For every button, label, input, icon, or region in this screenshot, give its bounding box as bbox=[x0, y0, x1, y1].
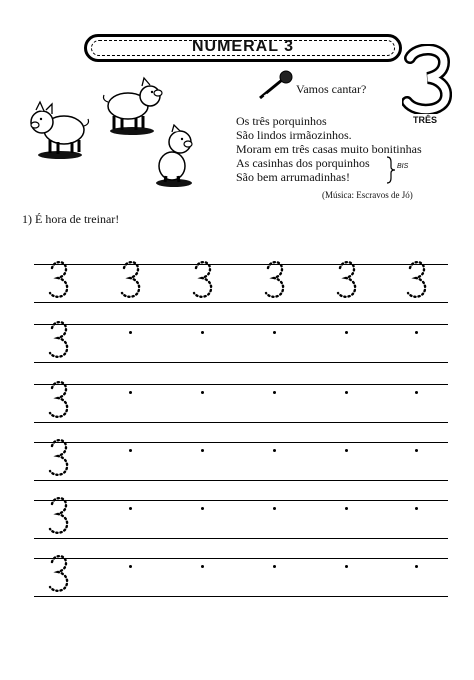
start-dot bbox=[129, 391, 132, 394]
start-dot bbox=[129, 565, 132, 568]
numeral-word: TRÊS bbox=[413, 115, 438, 125]
start-dot bbox=[415, 565, 418, 568]
start-dot bbox=[273, 507, 276, 510]
start-dot bbox=[345, 331, 348, 334]
start-dot bbox=[201, 391, 204, 394]
guide-line-top bbox=[34, 500, 448, 501]
start-dot bbox=[129, 331, 132, 334]
practice-row bbox=[34, 436, 448, 482]
dotted-three-glyph bbox=[120, 258, 142, 300]
song-credit: (Música: Escravos de Jó) bbox=[322, 190, 413, 200]
microphone-icon bbox=[256, 70, 296, 100]
guide-line-top bbox=[34, 558, 448, 559]
dotted-three-glyph bbox=[48, 378, 70, 420]
start-dot bbox=[415, 391, 418, 394]
pig-icon bbox=[150, 124, 200, 188]
start-dot bbox=[201, 507, 204, 510]
start-dot bbox=[273, 449, 276, 452]
dotted-three-glyph bbox=[264, 258, 286, 300]
guide-line-top bbox=[34, 384, 448, 385]
song-intro: Vamos cantar? bbox=[296, 82, 367, 96]
start-dot bbox=[345, 507, 348, 510]
dotted-three-glyph bbox=[336, 258, 358, 300]
practice-row bbox=[34, 318, 448, 364]
start-dot bbox=[201, 565, 204, 568]
dotted-three-glyph bbox=[406, 258, 428, 300]
title-banner bbox=[84, 34, 402, 62]
guide-line-top bbox=[34, 324, 448, 325]
dotted-three-glyph bbox=[48, 552, 70, 594]
start-dot bbox=[273, 331, 276, 334]
start-dot bbox=[415, 507, 418, 510]
practice-row bbox=[34, 378, 448, 424]
start-dot bbox=[273, 391, 276, 394]
start-dot bbox=[129, 507, 132, 510]
pig-icon bbox=[26, 98, 92, 160]
guide-line-base bbox=[34, 596, 448, 597]
brace-icon bbox=[385, 156, 397, 184]
guide-line-base bbox=[34, 362, 448, 363]
guide-line-base bbox=[34, 480, 448, 481]
start-dot bbox=[201, 449, 204, 452]
song-line: Os três porquinhos bbox=[236, 114, 327, 128]
start-dot bbox=[129, 449, 132, 452]
dotted-three-glyph bbox=[192, 258, 214, 300]
guide-line-base bbox=[34, 538, 448, 539]
song-line: As casinhas dos porquinhos bbox=[236, 156, 370, 170]
dotted-three-glyph bbox=[48, 258, 70, 300]
guide-line-top bbox=[34, 264, 448, 265]
dotted-three-glyph bbox=[48, 494, 70, 536]
guide-line-base bbox=[34, 422, 448, 423]
start-dot bbox=[415, 331, 418, 334]
start-dot bbox=[415, 449, 418, 452]
exercise-instruction: 1) É hora de treinar! bbox=[22, 212, 120, 226]
song-line: Moram em três casas muito bonitinhas bbox=[236, 142, 422, 156]
repeat-mark: BIS bbox=[397, 163, 409, 170]
practice-row bbox=[34, 552, 448, 598]
start-dot bbox=[201, 331, 204, 334]
start-dot bbox=[273, 565, 276, 568]
page-title: NUMERAL 3 bbox=[191, 38, 295, 55]
practice-row bbox=[34, 494, 448, 540]
song-line: São bem arrumadinhas! bbox=[236, 170, 350, 184]
guide-line-base bbox=[34, 302, 448, 303]
guide-line-top bbox=[34, 442, 448, 443]
dotted-three-glyph bbox=[48, 436, 70, 478]
numeral-outline-icon bbox=[402, 44, 452, 114]
start-dot bbox=[345, 391, 348, 394]
practice-row bbox=[34, 258, 448, 304]
dotted-three-glyph bbox=[48, 318, 70, 360]
start-dot bbox=[345, 449, 348, 452]
start-dot bbox=[345, 565, 348, 568]
song-line: São lindos irmãozinhos. bbox=[236, 128, 352, 142]
